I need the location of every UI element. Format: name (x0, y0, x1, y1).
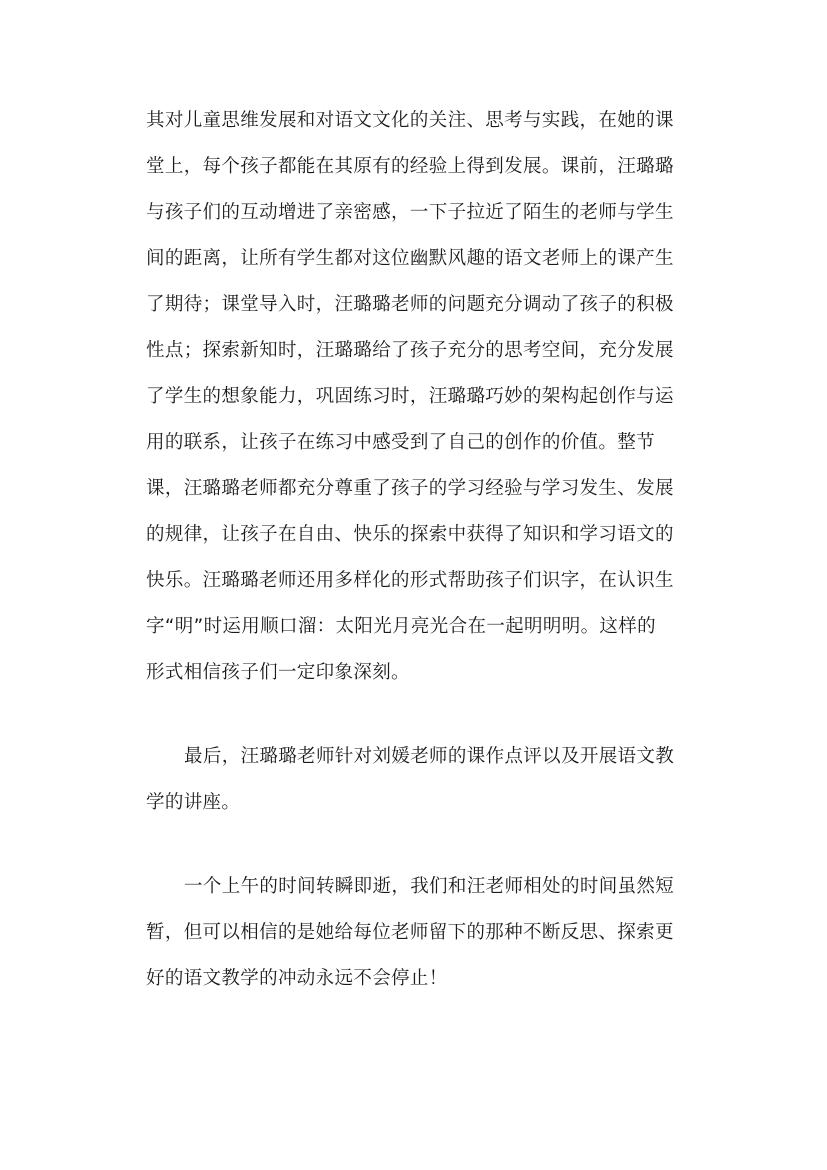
paragraph-1-line-4: 间的距离，让所有学生都对这位幽默风趣的语文老师上的课产生 (146, 248, 674, 269)
paragraph-1-line-3: 与孩子们的互动增进了亲密感，一下子拉近了陌生的老师与学生 (146, 202, 674, 223)
paragraph-1-line-1: 其对儿童思维发展和对语文文化的关注、思考与实践，在她的课 (146, 110, 674, 131)
paragraph-1-line-5: 了期待；课堂导入时，汪璐璐老师的问题充分调动了孩子的积极 (146, 294, 674, 315)
paragraph-1-line-11: 快乐。汪璐璐老师还用多样化的形式帮助孩子们识字，在认识生 (146, 570, 674, 591)
paragraph-1-line-12: 字“明”时运用顺口溜：太阳光月亮光合在一起明明明。这样的 (146, 616, 656, 637)
paragraph-1-line-13: 形式相信孩子们一定印象深刻。 (146, 662, 410, 683)
paragraph-1-line-6: 性点；探索新知时，汪璐璐给了孩子充分的思考空间，充分发展 (146, 340, 674, 361)
paragraph-3-line-3: 好的语文教学的冲动永远不会停止！ (146, 968, 448, 989)
paragraph-1-line-8: 用的联系，让孩子在练习中感受到了自己的创作的价值。整节 (146, 432, 655, 453)
paragraph-2-line-2: 学的讲座。 (146, 792, 241, 813)
paragraph-1-line-7: 了学生的想象能力，巩固练习时，汪璐璐巧妙的架构起创作与运 (146, 386, 674, 407)
paragraph-1-line-10: 的规律，让孩子在自由、快乐的探索中获得了知识和学习语文的 (146, 524, 674, 545)
paragraph-2-line-1: 最后，汪璐璐老师针对刘媛老师的课作点评以及开展语文教 (184, 746, 675, 767)
paragraph-3-line-1: 一个上午的时间转瞬即逝，我们和汪老师相处的时间虽然短 (184, 876, 675, 897)
paragraph-3-line-2: 暂，但可以相信的是她给每位老师留下的那种不断反思、探索更 (146, 922, 674, 943)
paragraph-1-line-9: 课，汪璐璐老师都充分尊重了孩子的学习经验与学习发生、发展 (146, 478, 674, 499)
paragraph-1-line-2: 堂上，每个孩子都能在其原有的经验上得到发展。课前，汪璐璐 (146, 156, 674, 177)
